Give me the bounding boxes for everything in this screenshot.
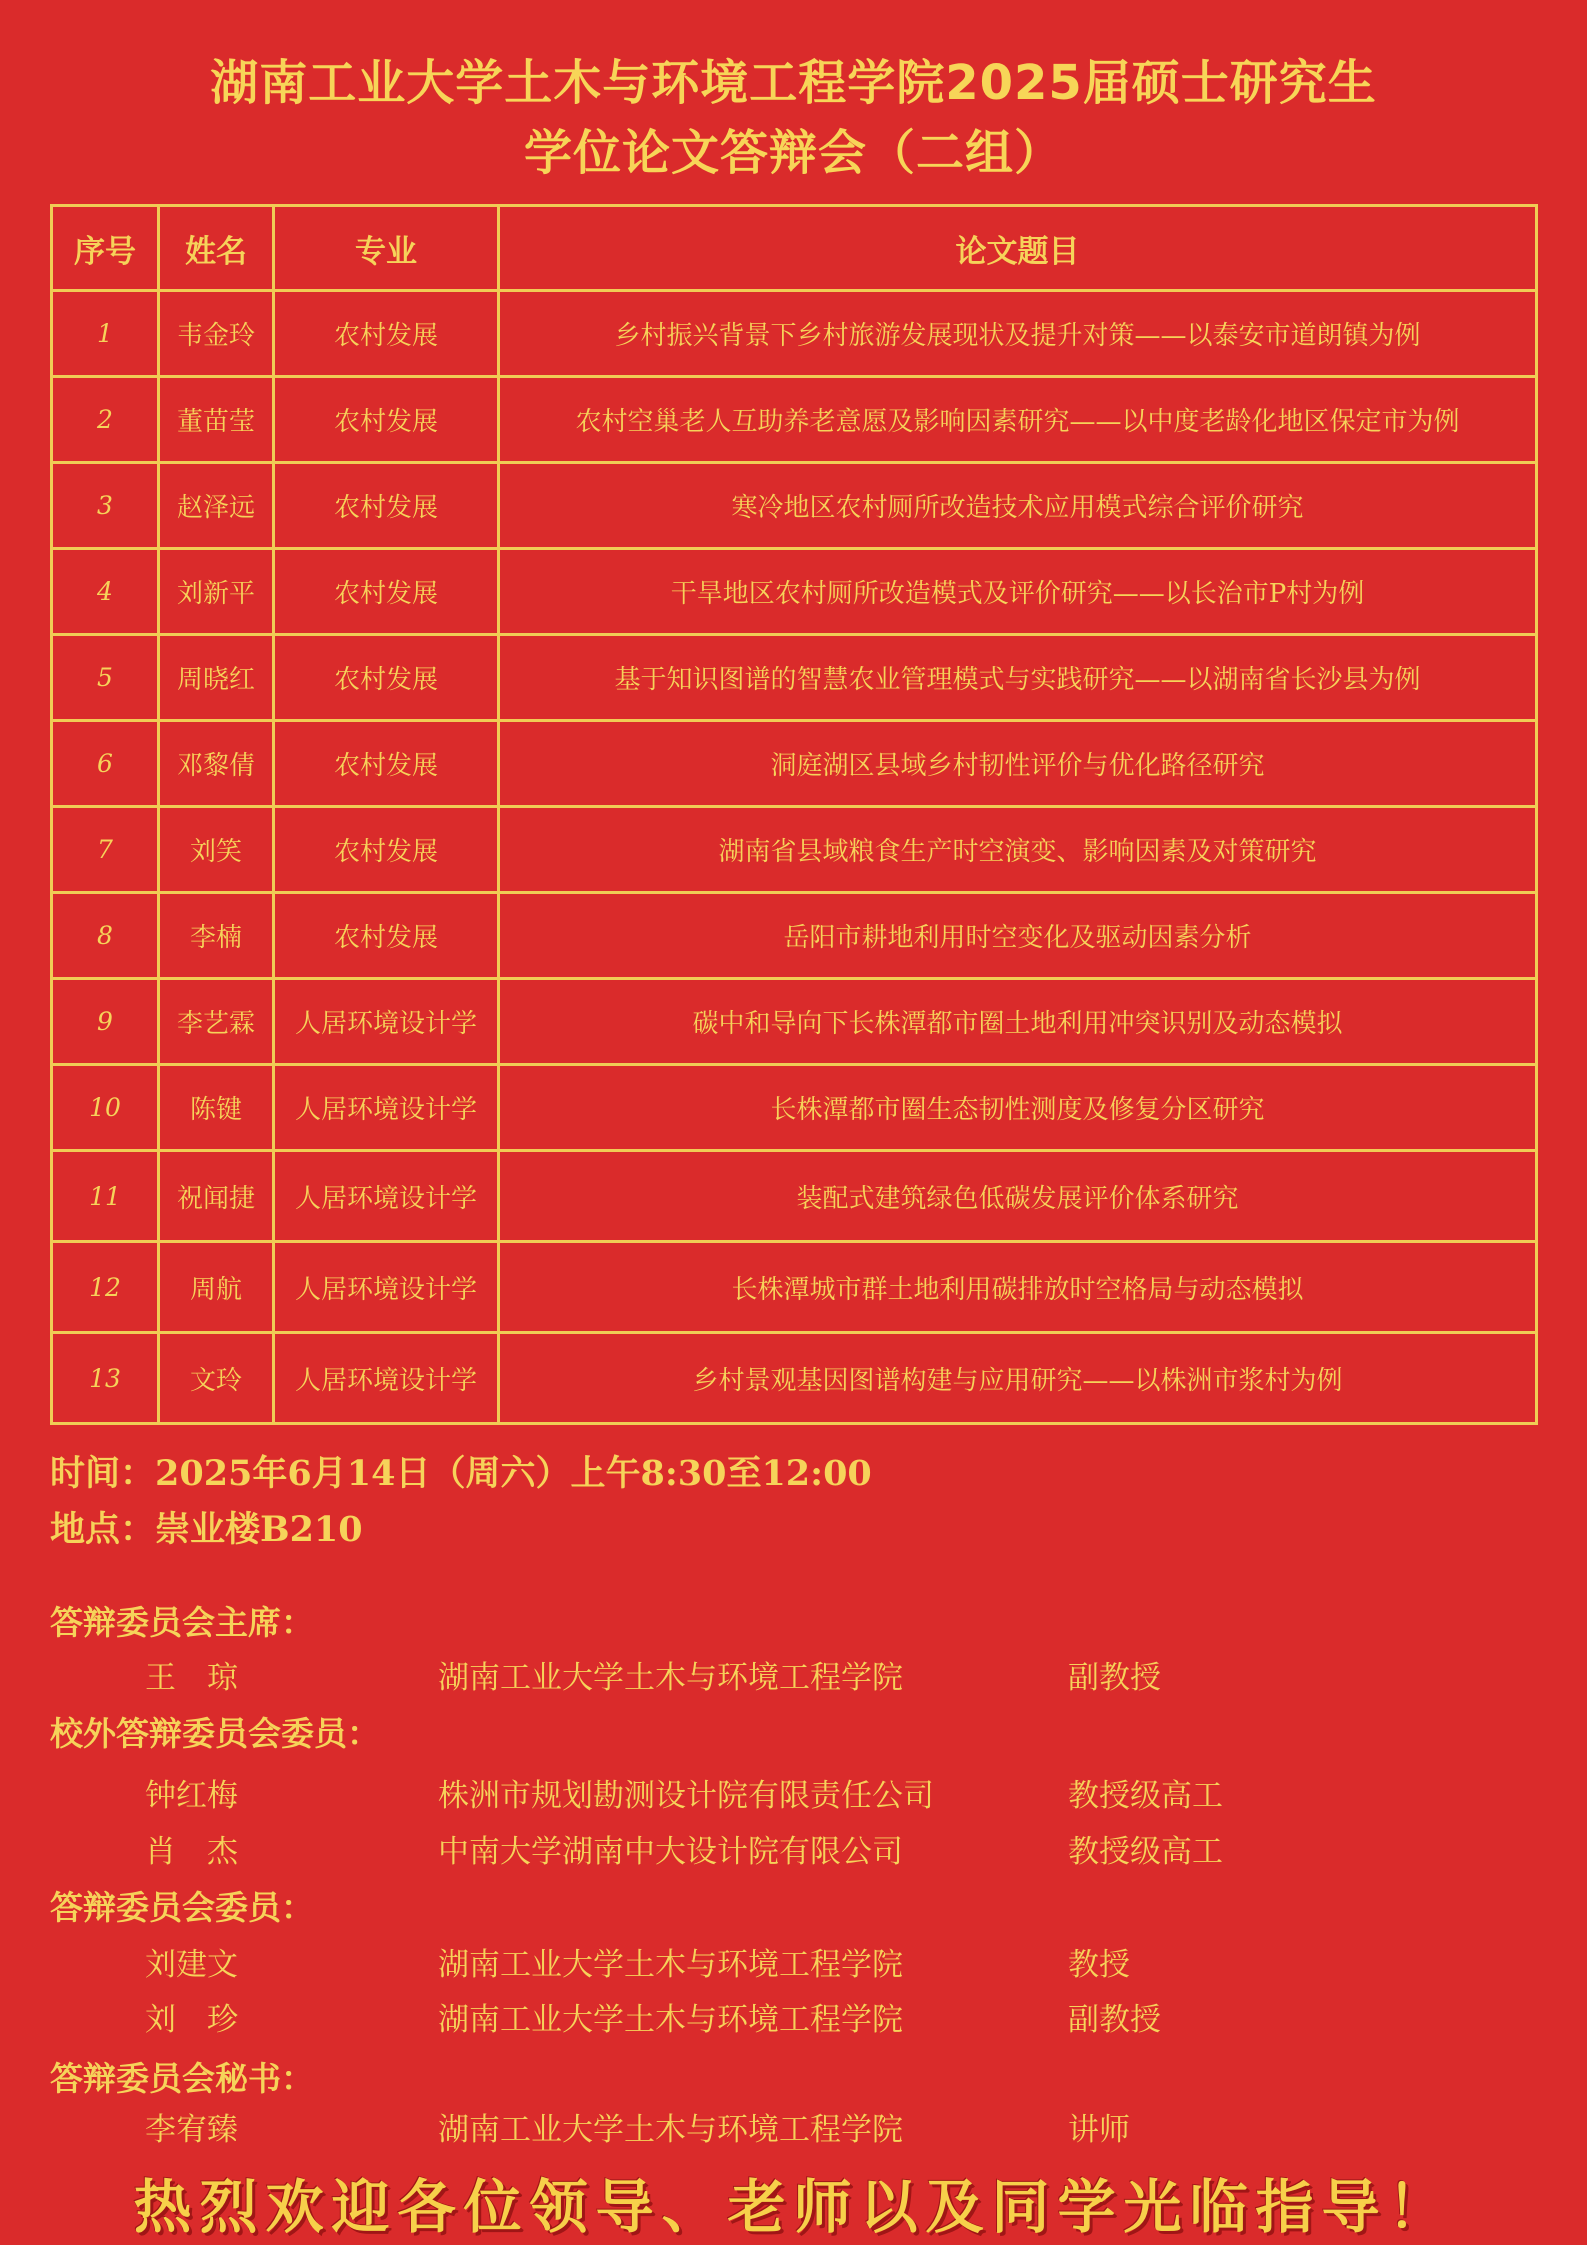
cell-name: 董苗莹 [159, 377, 274, 463]
cell-major: 农村发展 [274, 291, 499, 377]
cell-thesis: 碳中和导向下长株潭都市圈土地利用冲突识别及动态模拟 [499, 979, 1537, 1065]
cell-major: 人居环境设计学 [274, 1333, 499, 1424]
table-row [52, 807, 1537, 893]
cell-name: 赵泽远 [159, 463, 274, 549]
cell-name: 陈键 [159, 1065, 274, 1151]
defense-time: 时间：2025年6月14日（周六）上午8:30至12:00 [50, 1453, 872, 1494]
column-header-name: 姓名 [159, 206, 274, 291]
member-affiliation: 湖南工业大学土木与环境工程学院 [438, 1947, 903, 1983]
member-affiliation: 湖南工业大学土木与环境工程学院 [438, 2002, 903, 2038]
cell-major: 农村发展 [274, 463, 499, 549]
member-title: 教授级高工 [1068, 1834, 1223, 1870]
member-affiliation: 湖南工业大学土木与环境工程学院 [438, 2112, 903, 2148]
cell-no: 1 [52, 291, 159, 377]
cell-thesis: 乡村景观基因图谱构建与应用研究——以株洲市浆村为例 [499, 1333, 1537, 1424]
cell-major: 农村发展 [274, 635, 499, 721]
member-affiliation: 株洲市规划勘测设计院有限责任公司 [438, 1778, 934, 1814]
cell-no: 5 [52, 635, 159, 721]
member-name: 肖 杰 [145, 1834, 238, 1870]
member-name: 王 琼 [145, 1660, 238, 1696]
cell-major: 农村发展 [274, 807, 499, 893]
member-name: 刘建文 [145, 1947, 238, 1983]
cell-name: 李楠 [159, 893, 274, 979]
external-committee-heading: 校外答辩委员会委员： [50, 1714, 380, 1753]
cell-name: 文玲 [159, 1333, 274, 1424]
poster-title-line1: 湖南工业大学土木与环境工程学院2025届硕士研究生 [210, 55, 1377, 111]
cell-no: 13 [52, 1333, 159, 1424]
cell-thesis: 乡村振兴背景下乡村旅游发展现状及提升对策——以泰安市道朗镇为例 [499, 291, 1537, 377]
cell-thesis: 装配式建筑绿色低碳发展评价体系研究 [499, 1151, 1537, 1242]
cell-no: 11 [52, 1151, 159, 1242]
member-title: 讲师 [1068, 2112, 1130, 2148]
table-row [52, 1065, 1537, 1151]
cell-thesis: 农村空巢老人互助养老意愿及影响因素研究——以中度老龄化地区保定市为例 [499, 377, 1537, 463]
defense-schedule-table [50, 204, 1538, 1425]
table-row [52, 893, 1537, 979]
member-affiliation: 中南大学湖南中大设计院有限公司 [438, 1834, 903, 1870]
cell-no: 2 [52, 377, 159, 463]
column-header-major: 专业 [274, 206, 499, 291]
cell-no: 6 [52, 721, 159, 807]
table-row [52, 635, 1537, 721]
committee-member-row [0, 1770, 1587, 1814]
member-title: 教授 [1068, 1947, 1130, 1983]
cell-no: 12 [52, 1242, 159, 1333]
cell-no: 9 [52, 979, 159, 1065]
table-row [52, 979, 1537, 1065]
committee-member-row [0, 1652, 1587, 1696]
defense-place: 地点：崇业楼B210 [50, 1509, 363, 1550]
cell-thesis: 干旱地区农村厕所改造模式及评价研究——以长治市P村为例 [499, 549, 1537, 635]
committee-secretary-heading: 答辩委员会秘书： [50, 2059, 314, 2098]
cell-no: 3 [52, 463, 159, 549]
member-title: 教授级高工 [1068, 1778, 1223, 1814]
committee-members-heading: 答辩委员会委员： [50, 1888, 314, 1927]
committee-member-row [0, 1939, 1587, 1983]
cell-name: 周晓红 [159, 635, 274, 721]
table-row [52, 1242, 1537, 1333]
poster-title-line2: 学位论文答辩会（二组） [523, 125, 1063, 181]
committee-chair-heading: 答辩委员会主席： [50, 1603, 314, 1642]
cell-major: 农村发展 [274, 721, 499, 807]
member-name: 李宥臻 [145, 2112, 238, 2148]
table-row [52, 1333, 1537, 1424]
committee-member-row [0, 1826, 1587, 1870]
table-row [52, 377, 1537, 463]
column-header-no: 序号 [52, 206, 159, 291]
cell-name: 周航 [159, 1242, 274, 1333]
cell-no: 4 [52, 549, 159, 635]
cell-thesis: 洞庭湖区县域乡村韧性评价与优化路径研究 [499, 721, 1537, 807]
cell-major: 人居环境设计学 [274, 1151, 499, 1242]
cell-no: 7 [52, 807, 159, 893]
cell-name: 刘新平 [159, 549, 274, 635]
committee-member-row [0, 2104, 1587, 2148]
committee-member-row [0, 1994, 1587, 2038]
member-name: 钟红梅 [145, 1778, 238, 1814]
cell-no: 10 [52, 1065, 159, 1151]
cell-major: 人居环境设计学 [274, 1242, 499, 1333]
cell-name: 刘笑 [159, 807, 274, 893]
cell-major: 农村发展 [274, 893, 499, 979]
member-name: 刘 珍 [145, 2002, 238, 2038]
cell-thesis: 湖南省县域粮食生产时空演变、影响因素及对策研究 [499, 807, 1537, 893]
cell-thesis: 长株潭都市圈生态韧性测度及修复分区研究 [499, 1065, 1537, 1151]
cell-major: 人居环境设计学 [274, 1065, 499, 1151]
table-row [52, 463, 1537, 549]
cell-major: 农村发展 [274, 377, 499, 463]
cell-major: 人居环境设计学 [274, 979, 499, 1065]
cell-thesis: 岳阳市耕地利用时空变化及驱动因素分析 [499, 893, 1537, 979]
table-row [52, 1151, 1537, 1242]
cell-no: 8 [52, 893, 159, 979]
table-row [52, 549, 1537, 635]
cell-name: 韦金玲 [159, 291, 274, 377]
welcome-banner: 热烈欢迎各位领导、老师以及同学光临指导！ [133, 2173, 1454, 2241]
cell-name: 李艺霖 [159, 979, 274, 1065]
member-title: 副教授 [1068, 1660, 1161, 1696]
cell-thesis: 长株潭城市群土地利用碳排放时空格局与动态模拟 [499, 1242, 1537, 1333]
table-row [52, 291, 1537, 377]
cell-name: 祝闻捷 [159, 1151, 274, 1242]
cell-thesis: 基于知识图谱的智慧农业管理模式与实践研究——以湖南省长沙县为例 [499, 635, 1537, 721]
cell-name: 邓黎倩 [159, 721, 274, 807]
table-header-row [52, 206, 1537, 291]
column-header-thesis: 论文题目 [499, 206, 1537, 291]
member-affiliation: 湖南工业大学土木与环境工程学院 [438, 1660, 903, 1696]
table-row [52, 721, 1537, 807]
cell-major: 农村发展 [274, 549, 499, 635]
cell-thesis: 寒冷地区农村厕所改造技术应用模式综合评价研究 [499, 463, 1537, 549]
member-title: 副教授 [1068, 2002, 1161, 2038]
